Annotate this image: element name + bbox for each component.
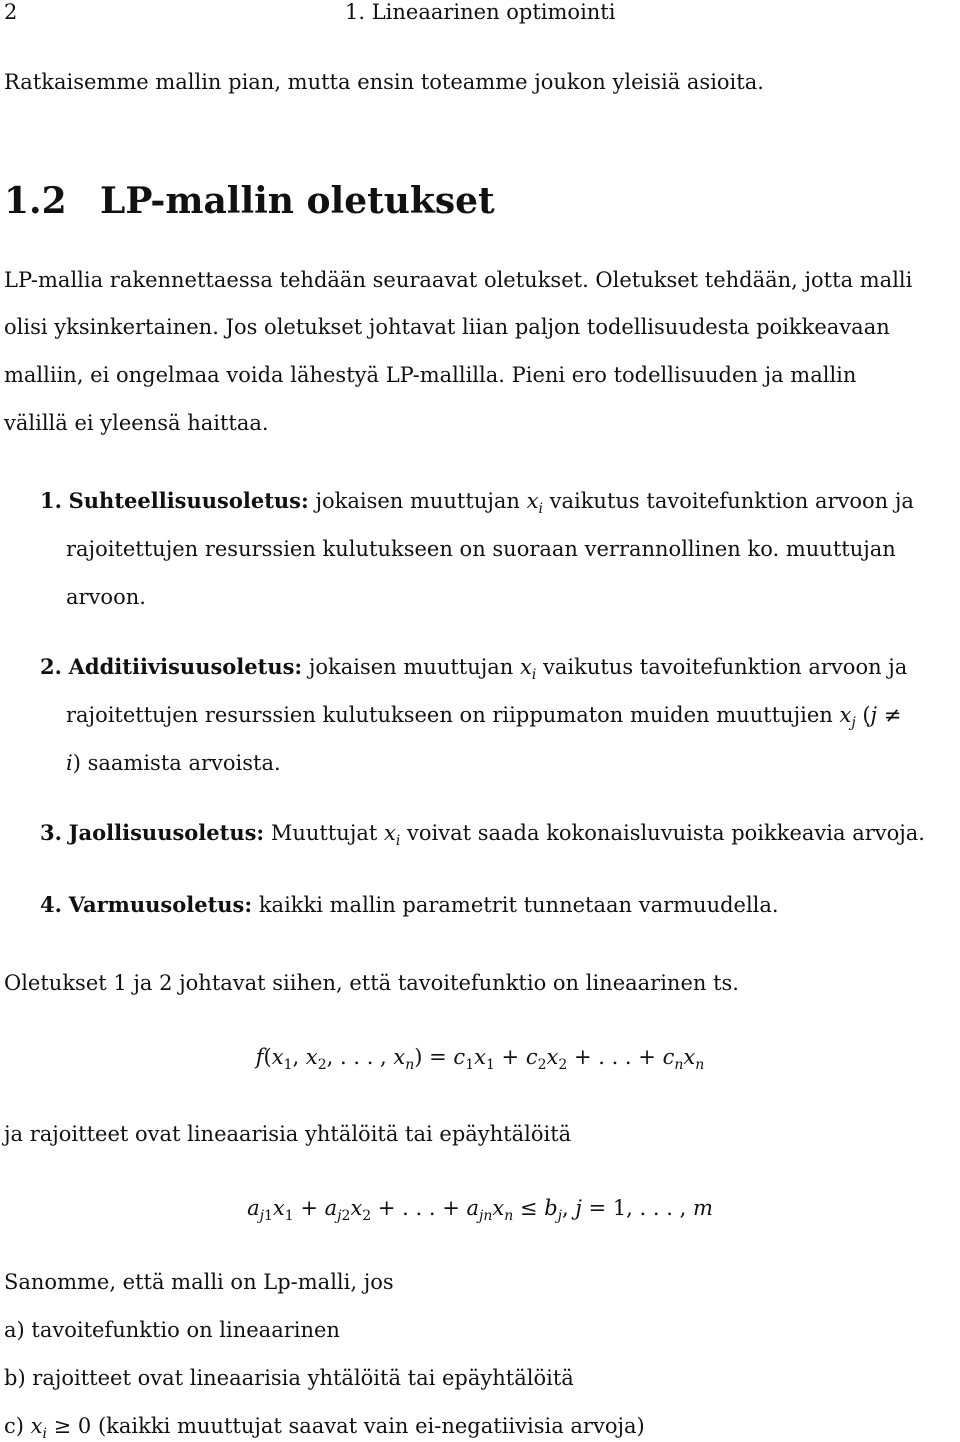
math-xi: $x_i$ <box>384 821 401 849</box>
math-i-paren: i) <box>66 751 81 775</box>
para1-line2: olisi yksinkertainen. Jos oletukset johtavat liian paljon todellisuudesta poikkeavaan <box>4 315 890 339</box>
assumption-1-term: Suhteellisuusoletus: <box>68 488 309 513</box>
para3: ja rajoitteet ovat lineaarisia yhtälöitä tai epäyhtälöitä <box>4 1122 572 1146</box>
para2: Oletukset 1 ja 2 johtavat siihen, että tavoitefunktio on lineaarinen ts. <box>4 971 739 995</box>
assumption-4-number: 4. <box>40 892 62 917</box>
math-xi: $x_i$ <box>526 489 543 517</box>
assumption-3: 3. Jaollisuusoletus: Muuttujat $x_i$ voivat saada kokonaisluvuista poikkeavia arvoja. <box>40 820 925 849</box>
running-head: 1. Lineaarinen optimointi <box>345 0 616 24</box>
section-heading <box>4 180 495 222</box>
assumption-2: 2. Additiivisuusoletus: jokaisen muuttujan $x_i$ vaikutus tavoitefunktion arvoon ja <box>40 654 908 683</box>
objective-function-equation: $f(x_1$, $x_2$, . . . , $x_n) = c_1x_1 + c_2x_2$ + . . . + $c_nx_n$ <box>255 1045 705 1073</box>
assumption-1-line2: rajoitettujen resurssien kulutukseen on suoraan verrannollinen ko. muuttujan <box>66 537 896 561</box>
assumption-4-term: Varmuusoletus: <box>68 892 253 917</box>
math-xi-geq-0: $x_i \ge 0$ <box>30 1414 92 1442</box>
assumption-3-term: Jaollisuusoletus: <box>68 820 265 845</box>
assumption-2-term: Additiivisuusoletus: <box>68 654 303 679</box>
assumption-1-number: 1. <box>40 488 62 513</box>
condition-a: a) tavoitefunktio on lineaarinen <box>4 1318 340 1342</box>
condition-c: c) $x_i \ge 0$ (kaikki muuttujat saavat vain ei-negatiivisia arvoja) <box>4 1414 645 1442</box>
section-number: 1.2 <box>4 180 67 222</box>
intro-text: Ratkaisemme mallin pian, mutta ensin toteamme joukon yleisiä asioita. <box>4 70 764 94</box>
assumption-4: 4. Varmuusoletus: kaikki mallin parametrit tunnetaan varmuudella. <box>40 892 779 917</box>
math-xi: $x_i$ <box>520 655 537 683</box>
section-title: LP-mallin oletukset <box>100 180 495 222</box>
para1-line4: välillä ei yleensä haittaa. <box>4 411 269 435</box>
para1-line3: malliin, ei ongelmaa voida lähestyä LP-mallilla. Pieni ero todellisuuden ja mallin <box>4 363 857 387</box>
assumption-2-line2: rajoitettujen resurssien kulutukseen on riippumaton muiden muuttujien $x_j$ (j ≠ <box>66 703 902 731</box>
condition-b: b) rajoitteet ovat lineaarisia yhtälöitä tai epäyhtälöitä <box>4 1366 574 1390</box>
page-number: 2 <box>4 0 18 24</box>
assumption-2-line3: i) saamista arvoista. <box>66 751 281 775</box>
assumption-3-number: 3. <box>40 820 62 845</box>
assumption-1: 1. Suhteellisuusoletus: jokaisen muuttujan $x_i$ vaikutus tavoitefunktion arvoon ja <box>40 488 914 517</box>
para4: Sanomme, että malli on Lp-malli, jos <box>4 1270 394 1294</box>
constraint-equation: $a_{j1}x_1 + a_{j2}x_2$ + . . . + $a_{jn}x_n \le b_j$, j = 1, . . . , m <box>247 1196 713 1224</box>
assumption-2-number: 2. <box>40 654 62 679</box>
para1-line1: LP-mallia rakennettaessa tehdään seuraavat oletukset. Oletukset tehdään, jotta malli <box>4 268 913 292</box>
assumption-1-line3: arvoon. <box>66 585 146 609</box>
math-xj-neq: $x_j$ (j ≠ <box>839 703 902 731</box>
